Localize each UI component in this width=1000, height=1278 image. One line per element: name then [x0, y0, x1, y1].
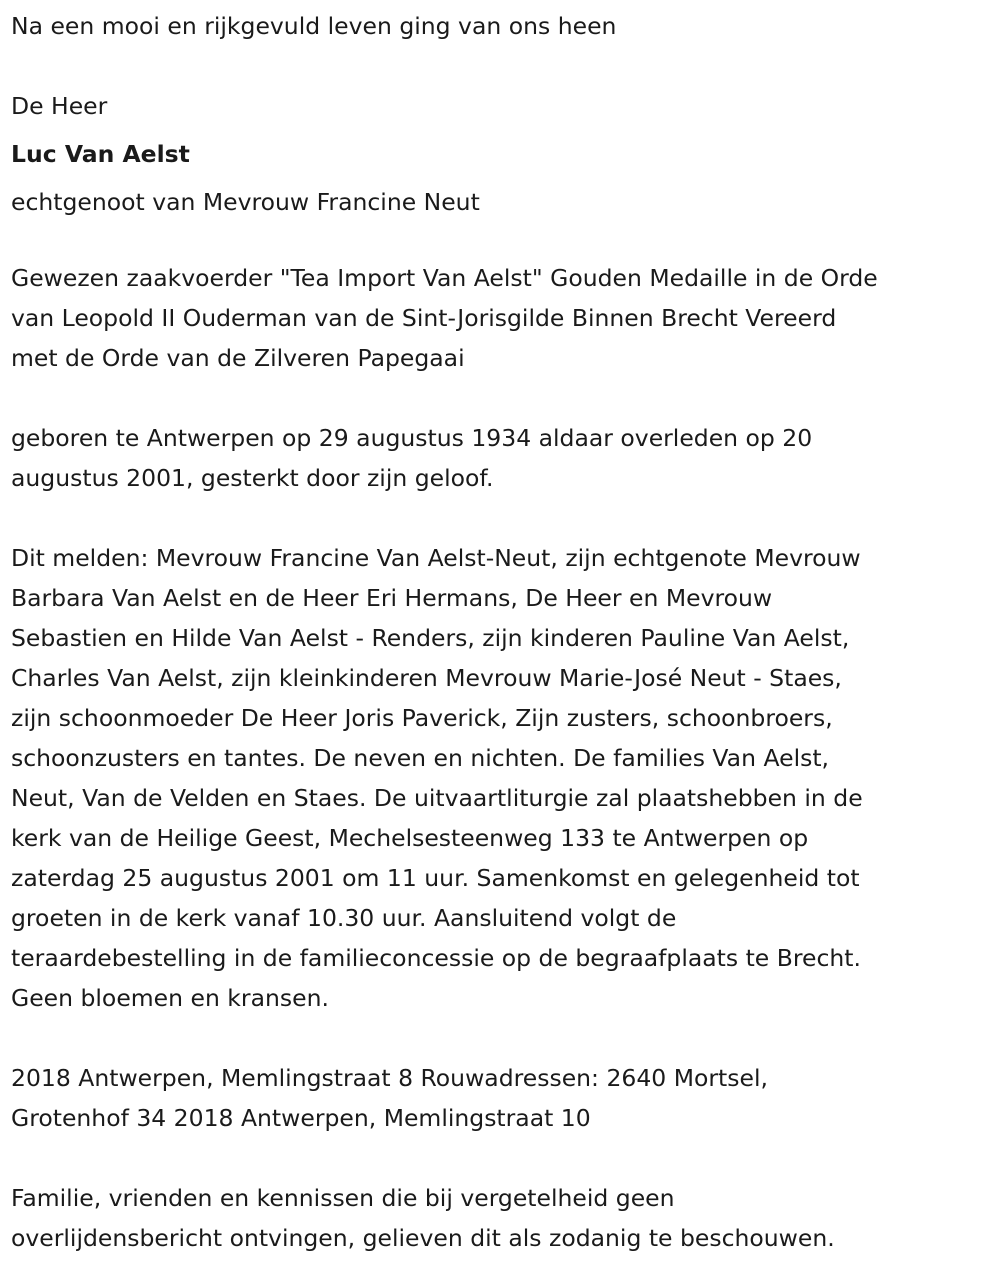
paragraph-line: Familie, vrienden en kennissen die bij vergetelheid geen	[11, 1184, 675, 1212]
paragraph-line: Dit melden: Mevrouw Francine Van Aelst-Neut, zijn echtgenote Mevrouw	[11, 544, 861, 572]
deceased-block	[11, 82, 1000, 226]
paragraph-line: schoonzusters en tantes. De neven en nichten. De families Van Aelst,	[11, 744, 830, 772]
closing-paragraph	[11, 1178, 1000, 1258]
paragraph-line: van Leopold II Ouderman van de Sint-Jorisgilde Binnen Brecht Vereerd	[11, 304, 837, 332]
paragraph-line: Charles Van Aelst, zijn kleinkinderen Mevrouw Marie-José Neut - Staes,	[11, 664, 842, 692]
deceased-name: Luc Van Aelst	[11, 140, 190, 168]
title-text: De Heer	[11, 92, 108, 120]
paragraph-line: Neut, Van de Velden en Staes. De uitvaartliturgie zal plaatshebben in de	[11, 784, 863, 812]
paragraph-line: Sebastien en Hilde Van Aelst - Renders, zijn kinderen Pauline Van Aelst,	[11, 624, 850, 652]
paragraph-line: kerk van de Heilige Geest, Mechelsesteenweg 133 te Antwerpen op	[11, 824, 809, 852]
paragraph-line: Barbara Van Aelst en de Heer Eri Hermans, De Heer en Mevrouw	[11, 584, 773, 612]
birth-death-paragraph	[11, 418, 1000, 498]
career-paragraph	[11, 258, 1000, 378]
paragraph-line: zijn schoonmoeder De Heer Joris Paverick, Zijn zusters, schoonbroers,	[11, 704, 833, 732]
paragraph-line: Grotenhof 34 2018 Antwerpen, Memlingstraat 10	[11, 1104, 591, 1132]
paragraph-line: teraardebestelling in de familieconcessie op de begraafplaats te Brecht.	[11, 944, 861, 972]
paragraph-line: Gewezen zaakvoerder "Tea Import Van Aelst" Gouden Medaille in de Orde	[11, 264, 878, 292]
paragraph-line: met de Orde van de Zilveren Papegaai	[11, 344, 465, 372]
announcement-paragraph	[11, 538, 1000, 1018]
intro-text: Na een mooi en rijkgevuld leven ging van ons heen	[11, 12, 617, 40]
paragraph-line: groeten in de kerk vanaf 10.30 uur. Aansluitend volgt de	[11, 904, 677, 932]
intro-paragraph	[11, 6, 1000, 46]
paragraph-line: augustus 2001, gesterkt door zijn geloof.	[11, 464, 494, 492]
paragraph-line: Geen bloemen en kransen.	[11, 984, 329, 1012]
address-paragraph	[11, 1058, 1000, 1138]
paragraph-line: zaterdag 25 augustus 2001 om 11 uur. Samenkomst en gelegenheid tot	[11, 864, 860, 892]
paragraph-line: geboren te Antwerpen op 29 augustus 1934 aldaar overleden op 20	[11, 424, 813, 452]
body-paragraphs	[11, 258, 1000, 1258]
spouse-text: echtgenoot van Mevrouw Francine Neut	[11, 188, 480, 216]
paragraph-line: overlijdensbericht ontvingen, gelieven dit als zodanig te beschouwen.	[11, 1224, 835, 1252]
paragraph-line: 2018 Antwerpen, Memlingstraat 8 Rouwadressen: 2640 Mortsel,	[11, 1064, 768, 1092]
